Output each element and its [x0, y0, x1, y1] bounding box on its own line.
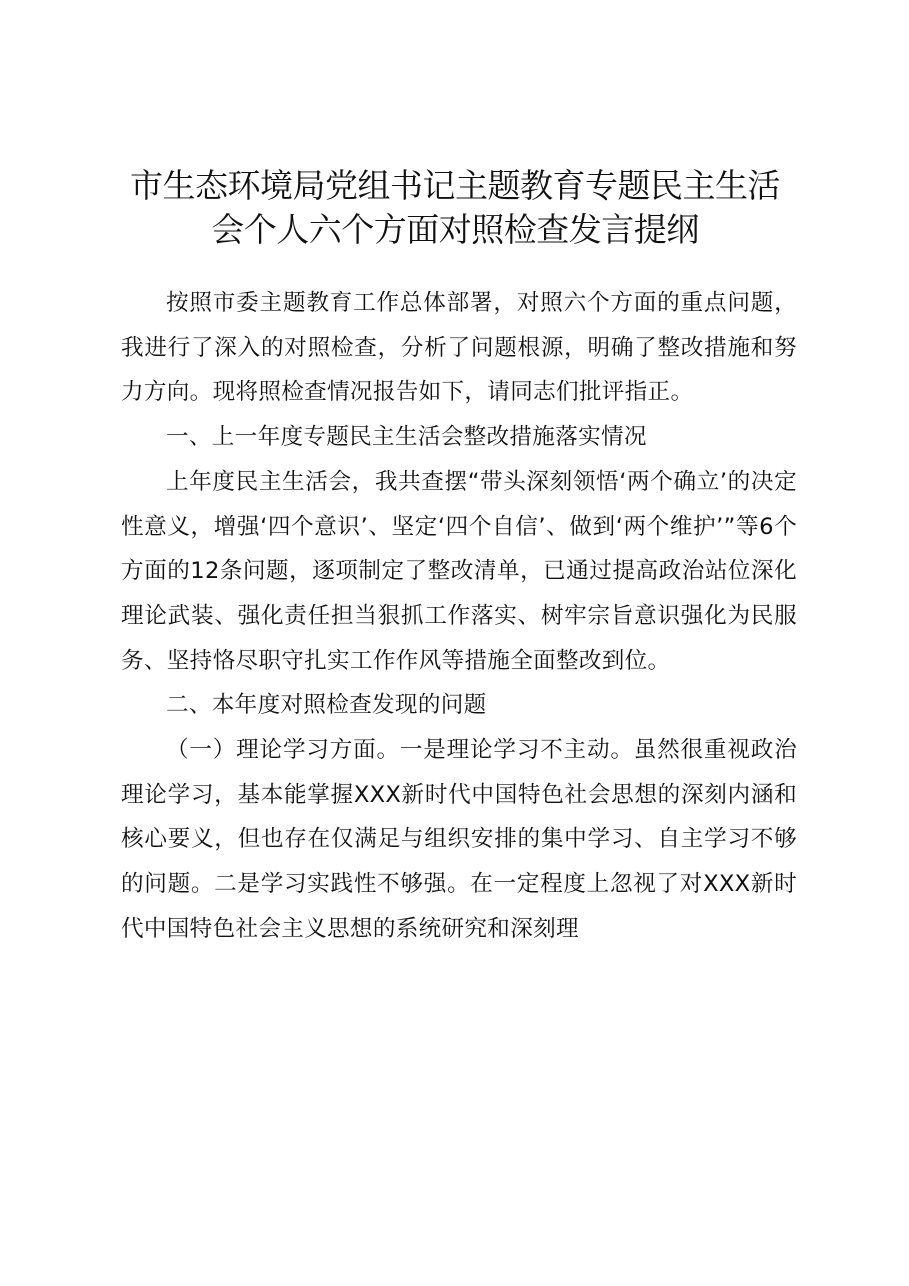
intro-paragraph: 按照市委主题教育工作总体部署，对照六个方面的重点问题，我进行了深入的对照检查，分析了问题根源，明确了整改措施和努力方向。现将照检查情况报告如下，请同志们批评指正。 [121, 290, 797, 406]
document-body [121, 281, 797, 952]
section-heading-2: 二、本年度对照检查发现的问题 [166, 692, 487, 719]
title-line-2: 会个人六个方面对照检查发言提纲 [211, 210, 699, 249]
section-heading-1: 一、上一年度专题民主生活会整改措施落实情况 [166, 424, 647, 451]
document-title [110, 164, 800, 252]
section-2-paragraph: （一）理论学习方面。一是理论学习不主动。虽然很重视政治理论学习，基本能掌握XXX新时代中国特色社会思想的深刻内涵和核心要义，但也存在仅满足与组织安排的集中学习、自主学习不够的问题。二是学习实践性不够强。在一定程度上忽视了对XXX新时代中国特色社会主义思想的系统研究和深刻理 [121, 737, 797, 942]
section-1-paragraph: 上年度民主生活会，我共查摆“带头深刻领悟‘两个确立’的决定性意义，增强‘四个意识’、坚定‘四个自信’、做到‘两个维护’”等6个方面的12条问题，逐项制定了整改清单，已通过提高政治站位深化理论武装、强化责任担当狠抓工作落实、树牢宗旨意识强化为民服务、坚持恪尽职守扎实工作作风等措施全面整改到位。 [121, 468, 797, 674]
title-line-1: 市生态环境局党组书记主题教育专题民主生活 [130, 166, 780, 205]
